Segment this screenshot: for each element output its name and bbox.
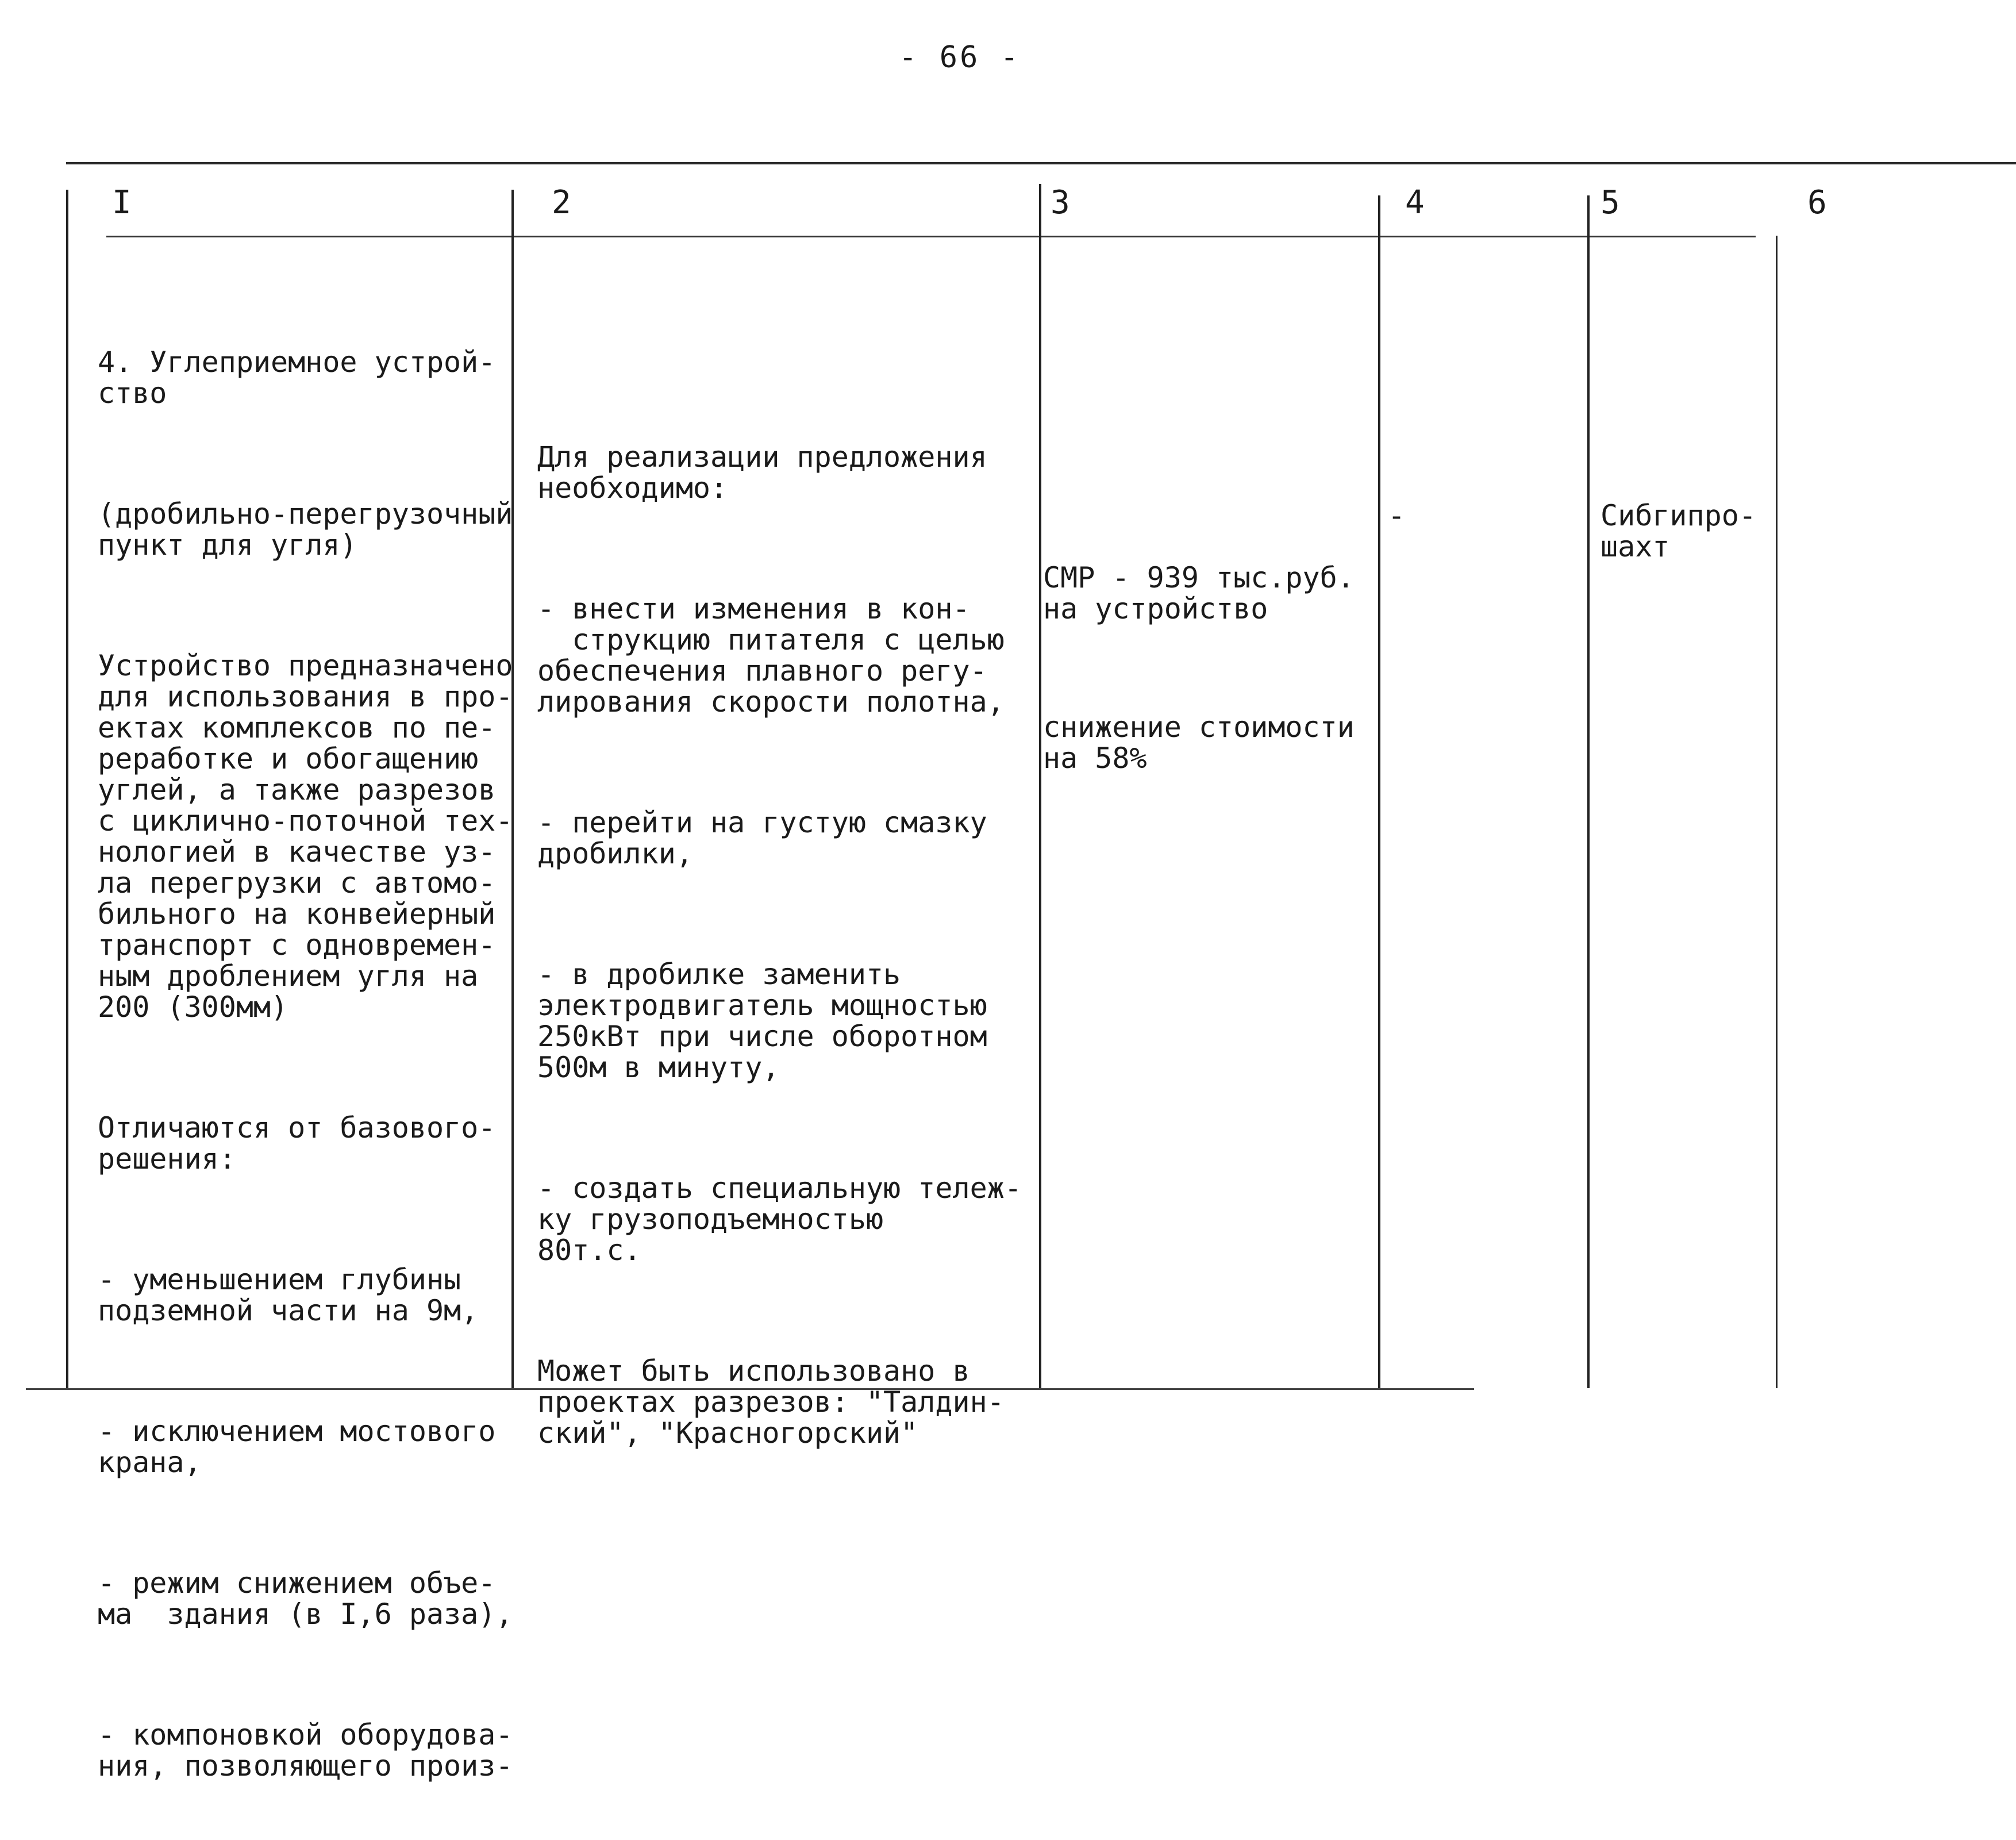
column-3-content [1043, 500, 1355, 832]
item-heading: 4. Углеприемное устрой- ство [98, 345, 496, 410]
column-2-content [537, 379, 1022, 1507]
column-border-3-4 [1378, 195, 1380, 1388]
column-header-6: 6 [1807, 184, 1827, 221]
table-header-rule [106, 236, 1756, 237]
column-5-content: Сибгипро- шахт [1601, 499, 1756, 563]
column-border-left [66, 190, 68, 1388]
difference-item: - уменьшением глубины подземной части на 9м, [98, 1263, 479, 1327]
table-top-rule [66, 162, 2016, 164]
column-1-content [98, 285, 513, 1840]
column-header-1: I [112, 184, 132, 221]
column-border-5-6 [1776, 236, 1778, 1388]
column-header-2: 2 [552, 184, 571, 221]
column-border-4-5 [1587, 195, 1590, 1388]
cost-value: СМР - 939 тыс.руб. на устройство [1043, 561, 1355, 625]
difference-item: - режим снижением объе- ма здания (в I,6 раза), [98, 1566, 513, 1631]
difference-item: - компоновкой оборудова- ния, позволяющего произ- [98, 1718, 513, 1783]
column-border-2-3 [1039, 184, 1041, 1388]
usage-note: Может быть использовано в проектах разрезов: "Талдин- ский", "Красногорский" [537, 1354, 1005, 1450]
proposal-item: - в дробилке заменить электродвигатель мощностью 250кВт при числе оборотном 500м в минуту, [537, 958, 987, 1084]
page-number: - 66 - [899, 40, 1021, 75]
cost-reduction: снижение стоимости на 58% [1043, 710, 1355, 775]
column-header-5: 5 [1601, 184, 1620, 221]
column-4-content: - [1388, 499, 1406, 532]
column-header-4: 4 [1405, 184, 1425, 221]
item-description: Устройство предназначено для использования в про- ектах комплексов по пе- реработке и обогащению углей, а также разрезов с циклично-поточной тех- нологией в качестве уз- ла перегрузки с автомо- бильного на конвейерный транспорт с одновремен- ным дроблением угля на 200 (300мм) [98, 649, 513, 1024]
difference-item: - исключением мостового крана, [98, 1415, 496, 1479]
column-header-3: 3 [1051, 184, 1070, 221]
proposal-item: - создать специальную тележ- ку грузоподъемностью 80т.с. [537, 1171, 1022, 1267]
proposal-item: - перейти на густую смазку дробилки, [537, 806, 987, 870]
item-subheading: (дробильно-перегрузочный пункт для угля) [98, 497, 513, 562]
proposal-item: - внести изменения в кон- струкцию питателя с целью обеспечения плавного регу- лирования скорости полотна, [537, 592, 1005, 719]
differs-intro: Отличаются от базового- решения: [98, 1111, 496, 1176]
proposal-intro: Для реализации предложения необходимо: [537, 440, 987, 505]
